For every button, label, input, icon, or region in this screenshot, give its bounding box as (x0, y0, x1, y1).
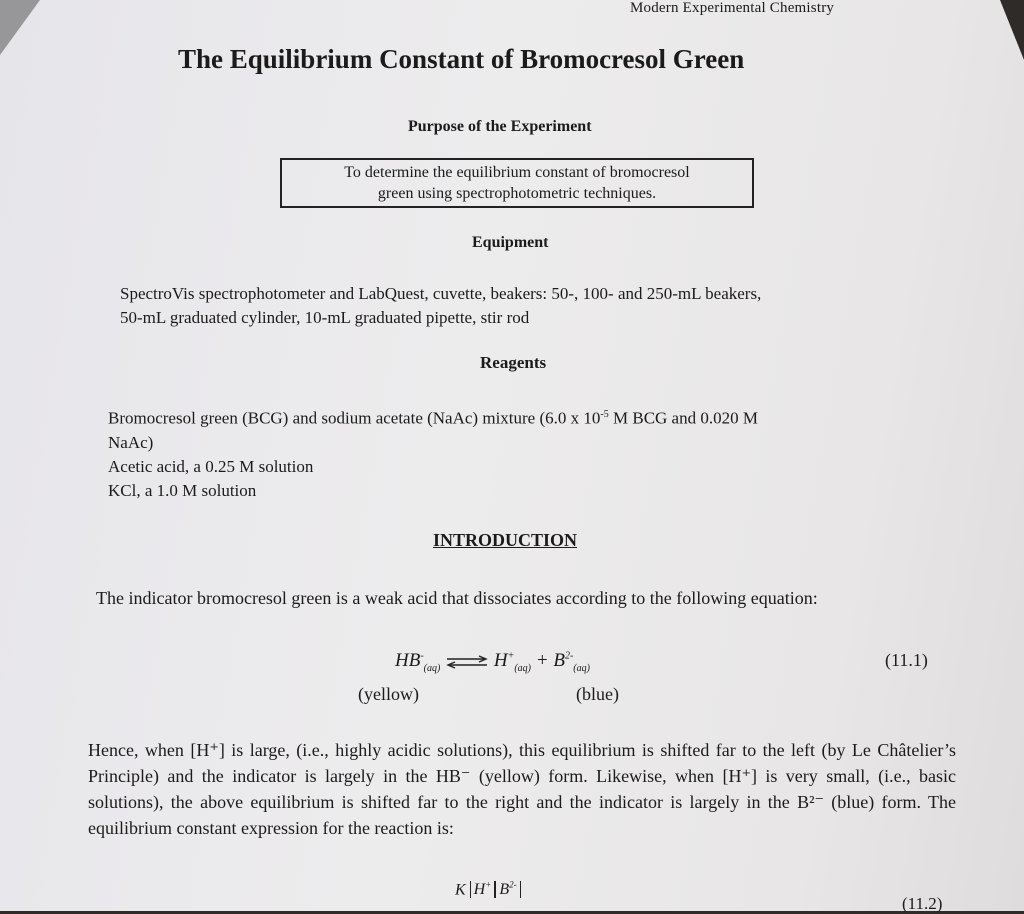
equation-number-11-2: (11.2) (902, 894, 943, 913)
reagent-item-3: KCl, a 1.0 M solution (108, 480, 257, 500)
equilibrium-arrows-icon (445, 655, 489, 669)
equipment-line-2: 50-mL graduated cylinder, 10-mL graduated pipette, stir rod (120, 308, 530, 327)
equipment-line-1: SpectroVis spectrophotometer and LabQuest, cuvette, beakers: 50-, 100- and 250-mL beakers, (120, 284, 762, 303)
purpose-box (280, 158, 754, 208)
reagents-list (108, 403, 928, 503)
bracket-b: $B^{2-}$ (495, 881, 520, 898)
reagent-item-1-cont: NaAc) (108, 432, 154, 452)
bracket-h: H+ (470, 881, 496, 898)
equation-11-2: K H+ $B^{2-}$ (455, 880, 521, 899)
page-corner-shadow (0, 0, 40, 55)
intro-paragraph-2: Hence, when [H⁺] is large, (i.e., highly acidic solutions), this equilibrium is shifted far to the left (by Le Châtelier’s Principle) and the indicator is largely in the HB⁻ (yellow) form. Likewise, when [H⁺] is very small, (i.e., basic solutions), the above equilibrium is shifted far to the right and the indicator is largely in the B²⁻ (blue) form. The equilibrium constant expression for the reaction is: (88, 740, 956, 838)
introduction-heading: INTRODUCTION (433, 530, 578, 550)
equipment-heading: Equipment (472, 234, 549, 251)
running-header: Modern Experimental Chemistry (630, 0, 835, 16)
equation-number-11-1: (11.1) (885, 650, 928, 670)
reagent-item-2: Acetic acid, a 0.25 M solution (108, 456, 314, 476)
reagent-item-1: Bromocresol green (BCG) and sodium acetate (NaAc) mixture (6.0 x $10^{-5}$ M BCG and 0.020 M (108, 408, 758, 428)
purpose-heading: Purpose of the Experiment (408, 118, 592, 135)
equation-11-1: $HB^-_{(aq)}$ $H^+_{(aq)} + B^{2-}_{(aq)}$ (395, 650, 590, 674)
intro-paragraph-1: The indicator bromocresol green is a weak acid that dissociates according to the following equation: (96, 588, 818, 608)
purpose-line-2: green using spectrophotometric techniques. (377, 185, 657, 202)
reagents-heading: Reagents (480, 353, 547, 372)
label-blue: (blue) (576, 684, 619, 704)
purpose-line-1: To determine the equilibrium constant of bromocresol (344, 164, 690, 181)
page-title: The Equilibrium Constant of Bromocresol Green (178, 44, 745, 74)
label-yellow: (yellow) (358, 684, 419, 704)
equipment-list (120, 282, 920, 330)
